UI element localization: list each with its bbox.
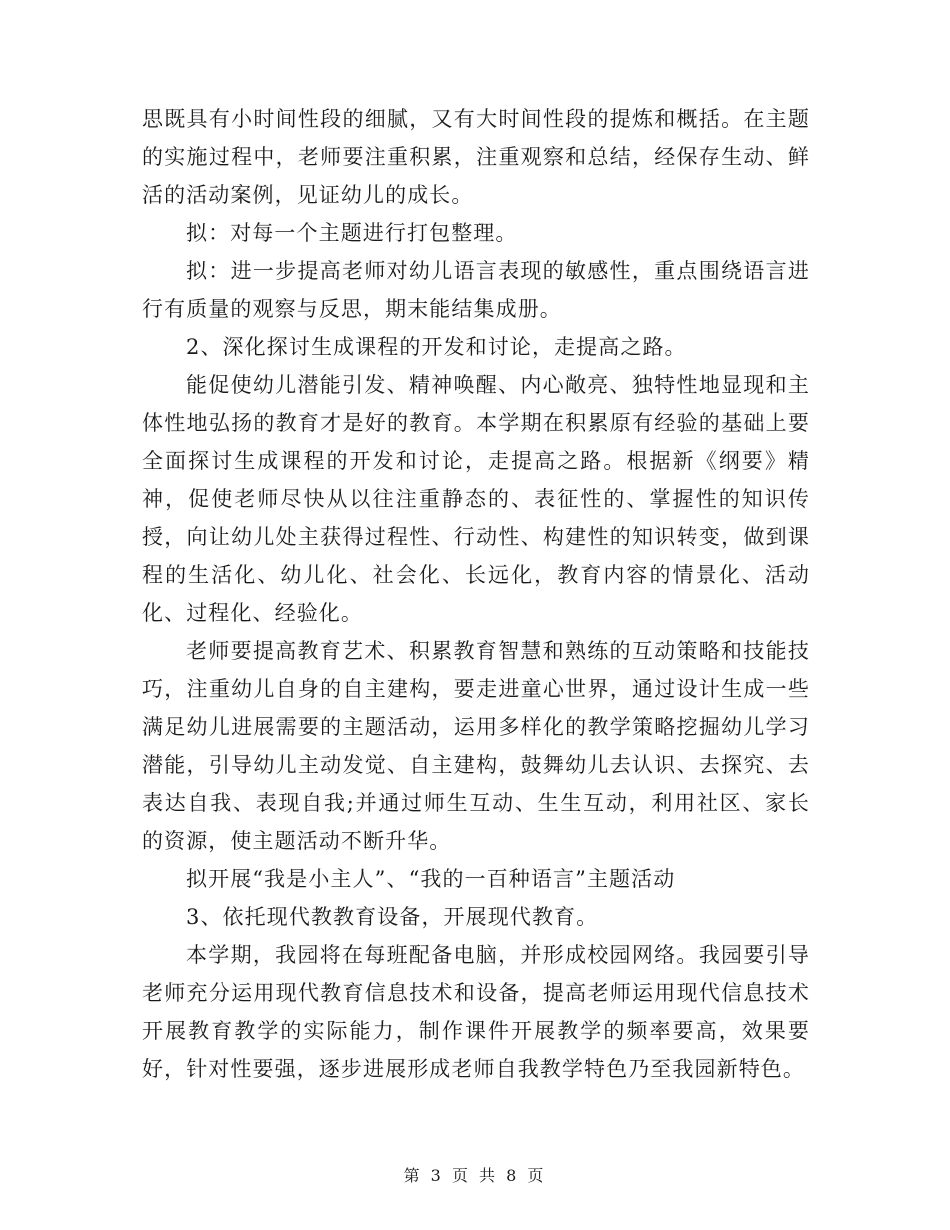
paragraph-7: 拟开展“我是小主人”、“我的一百种语言”主题活动 bbox=[186, 867, 676, 891]
paragraph-1: 思既具有小时间性段的细腻，又有大时间性段的提炼和概括。在主题的实施过程中，老师要注重积累，注重观察和总结，经保存生动、鲜活的活动案例，见证幼儿的成长。 bbox=[142, 107, 810, 207]
section-heading-2: 2、深化探讨生成课程的开发和讨论，走提高之路。 bbox=[186, 335, 687, 359]
paragraph-6: 老师要提高教育艺术、积累教育智慧和熟练的互动策略和技能技巧，注重幼儿自身的自主建构，要走进童心世界，通过设计生成一些满足幼儿进展需要的主题活动，运用多样化的教学策略挖掘幼儿学习潜能，引导幼儿主动发觉、自主建构，鼓舞幼儿去认识、去探究、去表达自我、表现自我;并通过师生互动、生生互动，利用社区、家长的资源，使主题活动不断升华。 bbox=[142, 639, 810, 853]
paragraph-5: 能促使幼儿潜能引发、精神唤醒、内心敞亮、独特性地显现和主体性地弘扬的教育才是好的教育。本学期在积累原有经验的基础上要全面探讨生成课程的开发和讨论，走提高之路。根据新《纲要》精神，促使老师尽快从以往注重静态的、表征性的、掌握性的知识传授，向让幼儿处主获得过程性、行动性、构建性的知识转变，做到课程的生活化、幼儿化、社会化、长远化，教育内容的情景化、活动化、过程化、经验化。 bbox=[142, 373, 810, 625]
document-body bbox=[142, 100, 810, 1088]
paragraph-9: 本学期，我园将在每班配备电脑，并形成校园网络。我园要引导老师充分运用现代教育信息技术和设备，提高老师运用现代信息技术开展教育教学的实际能力，制作课件开展教学的频率要高，效果要好，针对性要强，逐步进展形成老师自我教学特色乃至我园新特色。 bbox=[142, 943, 810, 1081]
section-heading-3: 3、依托现代教教育设备，开展现代教育。 bbox=[186, 905, 599, 929]
paragraph-3: 拟：进一步提高老师对幼儿语言表现的敏感性，重点围绕语言进行有质量的观察与反思，期末能结集成册。 bbox=[142, 259, 810, 321]
page-number-footer: 第 3 页 共 8 页 bbox=[403, 1166, 547, 1185]
paragraph-2: 拟：对每一个主题进行打包整理。 bbox=[186, 221, 518, 245]
